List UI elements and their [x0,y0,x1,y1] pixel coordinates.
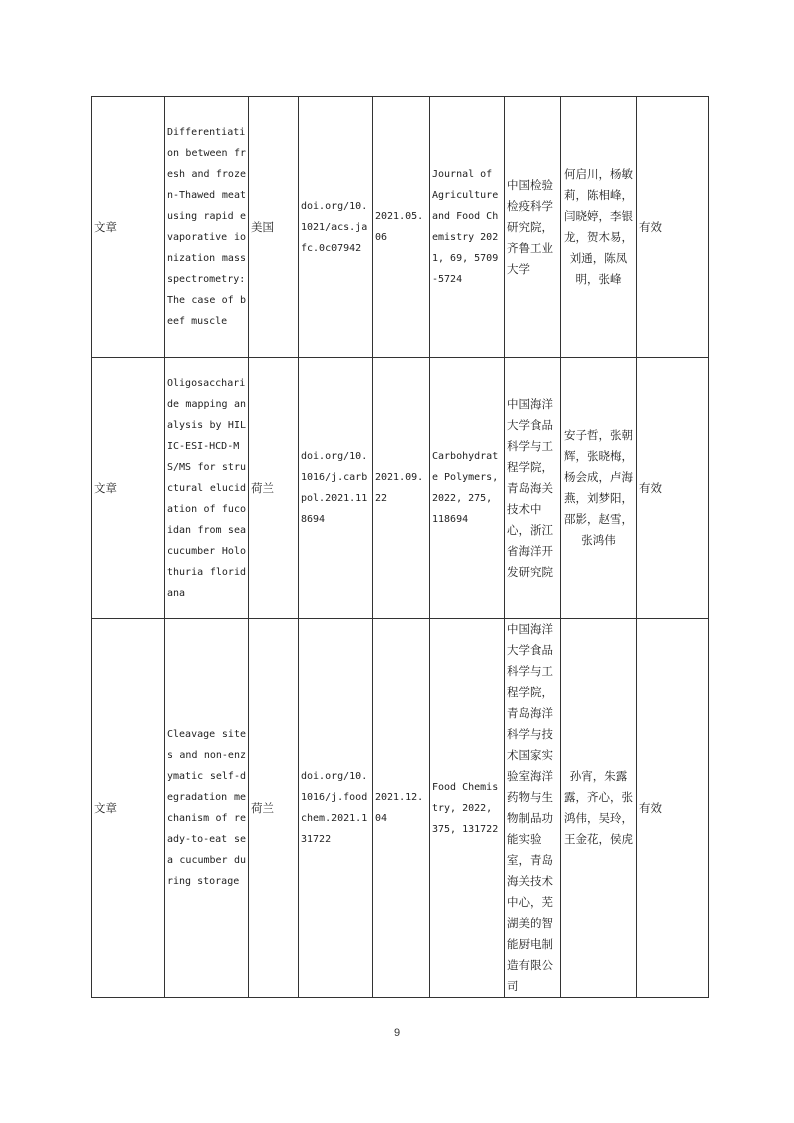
table-row [92,358,709,619]
cell-authors: 孙宵，朱露露，齐心，张鸿伟，吴玲，王金花，侯虎 [561,619,637,998]
cell-authors: 安子哲，张朝辉，张晓梅，杨会成，卢海燕，刘梦阳，邵影，赵雪，张鸿伟 [561,358,637,619]
cell-institution: 中国海洋大学食品科学与工程学院，青岛海洋科学与技术国家实验室海洋药物与生物制品功能实验室，青岛海关技术中心，芜湖美的智能厨电制造有限公司 [505,619,561,998]
cell-authors: 何启川，杨敏莉，陈相峰，闫晓婷，李银龙，贺木易，刘通，陈凤明，张峰 [561,97,637,358]
cell-country: 荷兰 [249,619,299,998]
cell-doi: doi.org/10.1016/j.carbpol.2021.118694 [299,358,373,619]
cell-title: Oligosaccharide mapping analysis by HILIC-ESI-HCD-MS/MS for structural elucidation of fucoidan from sea cucumber Holothuria floridana [165,358,249,619]
table-row [92,97,709,358]
cell-institution: 中国海洋大学食品科学与工程学院，青岛海关技术中心，浙江省海洋开发研究院 [505,358,561,619]
cell-title: Cleavage sites and non-enzymatic self-degradation mechanism of ready-to-eat sea cucumber during storage [165,619,249,998]
cell-journal: Food Chemistry, 2022, 375, 131722 [430,619,505,998]
records-table [91,96,709,998]
page-number: 9 [393,1027,401,1039]
cell-country: 美国 [249,97,299,358]
cell-title: Differentiation between fresh and frozen-Thawed meat using rapid evaporative ionization mass spectrometry: The case of beef muscle [165,97,249,358]
cell-country: 荷兰 [249,358,299,619]
table-row [92,619,709,998]
cell-status: 有效 [637,358,709,619]
cell-journal: Journal of Agriculture and Food Chemistry 2021, 69, 5709-5724 [430,97,505,358]
cell-date: 2021.05.06 [373,97,430,358]
cell-type: 文章 [92,619,165,998]
cell-doi: doi.org/10.1016/j.foodchem.2021.131722 [299,619,373,998]
cell-institution: 中国检验检疫科学研究院，齐鲁工业大学 [505,97,561,358]
cell-date: 2021.09.22 [373,358,430,619]
cell-date: 2021.12.04 [373,619,430,998]
cell-type: 文章 [92,358,165,619]
cell-status: 有效 [637,619,709,998]
cell-doi: doi.org/10.1021/acs.jafc.0c07942 [299,97,373,358]
cell-type: 文章 [92,97,165,358]
cell-journal: Carbohydrate Polymers, 2022, 275, 118694 [430,358,505,619]
cell-status: 有效 [637,97,709,358]
